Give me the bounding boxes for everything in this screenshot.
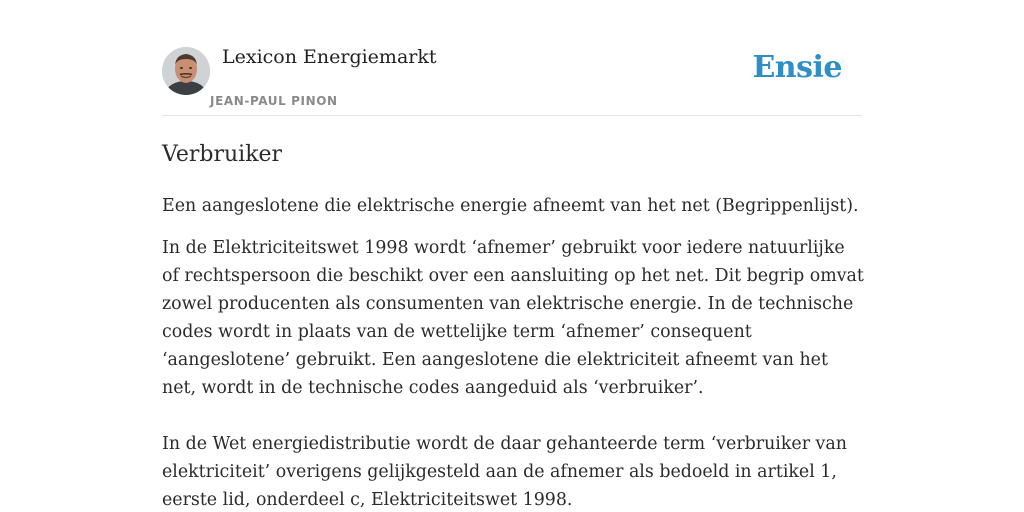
- author-name[interactable]: JEAN-PAUL PINON: [210, 94, 338, 108]
- header: [162, 0, 862, 116]
- paragraph-spacer: [162, 402, 867, 430]
- author-avatar[interactable]: [162, 47, 210, 95]
- lexicon-title[interactable]: Lexicon Energiemarkt: [222, 46, 437, 68]
- definition: Een aangeslotene die elektrische energie afneemt van het net (Begrippenlijst).: [162, 196, 859, 216]
- brand-logo[interactable]: Ensie: [752, 50, 842, 85]
- paragraph-1: In de Elektriciteitswet 1998 wordt ‘afnemer’ gebruikt voor iedere natuurlijke of rechtspersoon die beschikt over een aansluiting op het net. Dit begrip omvat zowel producenten als consumenten van elektrische energie. In de technische codes wordt in plaats van de wettelijke term ‘afnemer’ consequent ‘aangeslotene’ gebruikt. Een aangeslotene die elektriciteit afneemt van het net, wordt in de technische codes aangeduid als ‘verbruiker’.: [162, 238, 864, 398]
- avatar-portrait-icon: [162, 47, 210, 95]
- paragraph-2: In de Wet energiedistributie wordt de daar gehanteerde term ‘verbruiker van elektriciteit’ overigens gelijkgesteld aan de afnemer als bedoeld in artikel 1, eerste lid, onderdeel c, Elektriciteitswet 1998.: [162, 434, 847, 510]
- article: [162, 140, 867, 512]
- term-title: Verbruiker: [162, 142, 283, 167]
